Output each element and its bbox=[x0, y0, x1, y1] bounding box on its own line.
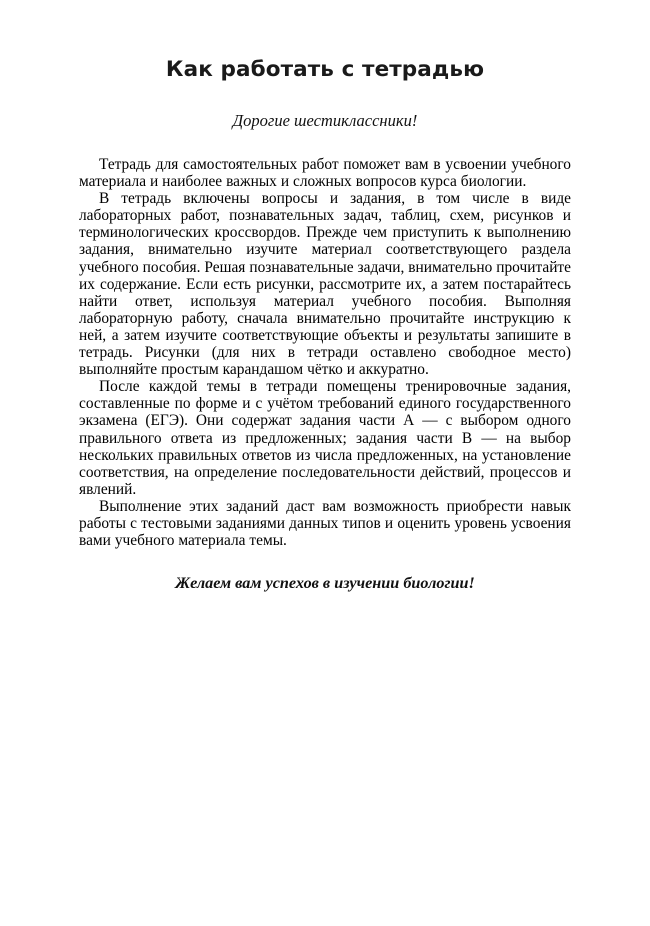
paragraph: После каждой темы в тетради помещены тренировочные задания, составленные по форме и с учётом требований единого государственного экзамена (ЕГЭ). Они содержат задания части А — с выбором одного правильного ответа из предложенных; задания части В — на выбор нескольких правильных ответов из числа предложенных, на установление соответствия, на определение последовательности действий, процессов и явлений. bbox=[79, 378, 571, 498]
body-text bbox=[79, 131, 571, 549]
paragraph: В тетрадь включены вопросы и задания, в том числе в виде лабораторных работ, познавательных задач, таблиц, схем, рисунков и терминологических кроссвордов. Прежде чем приступить к выполнению задания, внимательно изучите материал соответствующего раздела учебного пособия. Решая познавательные задачи, внимательно прочитайте их содержание. Если есть рисунки, рассмотрите их, а затем постарайтесь найти ответ, используя материал учебного пособия. Выполняя лабораторную работу, сначала внимательно прочитайте инструкцию к ней, а затем изучите соответствующие объекты и результаты запишите в тетрадь. Рисунки (для них в тетради оставлено свободное место) выполняйте простым карандашом чётко и аккуратно. bbox=[79, 190, 571, 379]
page-title: Как работать с тетрадью bbox=[165, 57, 485, 82]
paragraph: Выполнение этих заданий даст вам возможность приобрести навык работы с тестовыми заданиями данных типов и оценить уровень усвоения вами учебного материала темы. bbox=[79, 497, 571, 550]
paragraph: Тетрадь для самостоятельных работ поможет вам в усвоении учебного материала и наиболее важных и сложных вопросов курса биологии. bbox=[79, 156, 571, 191]
page-content bbox=[79, 0, 571, 593]
greeting-line: Дорогие шестиклассники! bbox=[232, 111, 418, 130]
closing-line: Желаем вам успехов в изучении биологии! bbox=[175, 574, 475, 593]
